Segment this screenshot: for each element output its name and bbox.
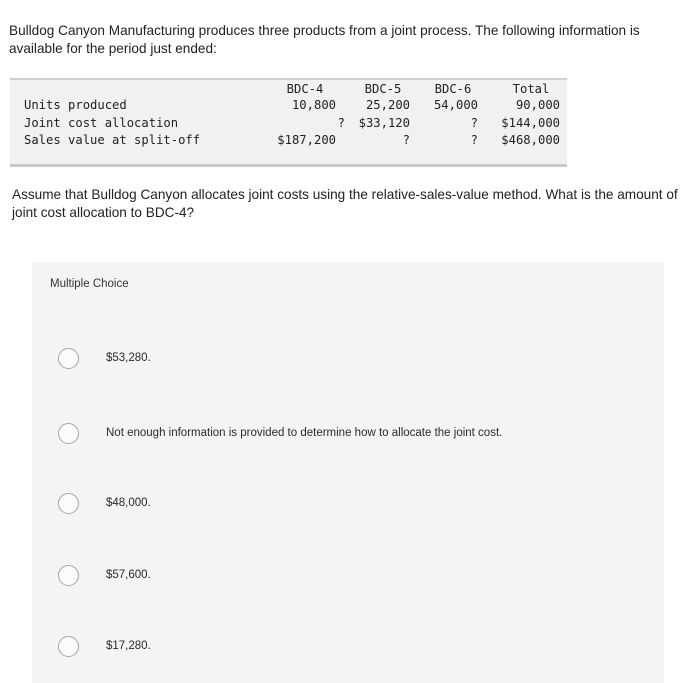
multiple-choice-panel	[32, 262, 664, 683]
table-cell: 25,200	[365, 98, 410, 112]
radio-button-icon[interactable]	[58, 636, 79, 657]
question-text: Assume that Bulldog Canyon allocates joint costs using the relative-sales-value method. What is the amount of joint cost allocation to BDC-4?	[12, 187, 678, 220]
table-cell: $187,200	[277, 133, 336, 147]
answer-option-label: $53,280.	[106, 352, 151, 364]
table-cell: 54,000	[433, 98, 478, 112]
answer-option-1[interactable]	[58, 345, 658, 371]
multiple-choice-heading: Multiple Choice	[50, 278, 129, 290]
answer-option-2[interactable]	[58, 420, 658, 446]
answer-option-label: $48,000.	[106, 497, 151, 509]
table-cell: ?	[337, 116, 345, 130]
problem-intro: Bulldog Canyon Manufacturing produces three products from a joint process. The following information is available for the period just ended:	[9, 23, 640, 56]
table-cell: $144,000	[501, 116, 560, 130]
radio-button-icon[interactable]	[58, 565, 79, 586]
radio-button-icon[interactable]	[58, 423, 79, 444]
table-cell: ?	[470, 133, 478, 147]
answer-option-label: $57,600.	[106, 569, 151, 581]
answer-option-4[interactable]	[58, 562, 658, 588]
row-label-units-produced: Units produced	[24, 98, 127, 112]
answer-option-5[interactable]	[58, 633, 658, 659]
column-header-bdc5: BDC-5	[364, 82, 402, 96]
radio-button-icon[interactable]	[58, 493, 79, 514]
row-label-sales-value-at-split-off: Sales value at split-off	[24, 133, 201, 147]
table-cell: $468,000	[501, 133, 560, 147]
table-cell: $33,120	[358, 116, 410, 130]
column-header-total: Total	[512, 82, 550, 96]
table-cell: ?	[470, 116, 478, 130]
table-top-rule	[10, 78, 567, 80]
column-header-bdc4: BDC-4	[286, 82, 324, 96]
table-cell: 10,800	[291, 98, 336, 112]
table-cell: ?	[402, 133, 410, 147]
data-table	[10, 78, 567, 167]
column-header-bdc6: BDC-6	[434, 82, 472, 96]
answer-option-label: $17,280.	[106, 640, 151, 652]
table-cell: 90,000	[515, 98, 560, 112]
answer-option-label: Not enough information is provided to determine how to allocate the joint cost.	[106, 427, 503, 439]
radio-button-icon[interactable]	[58, 348, 79, 369]
row-label-joint-cost-allocation: Joint cost allocation	[24, 116, 179, 130]
answer-option-3[interactable]	[58, 490, 658, 516]
